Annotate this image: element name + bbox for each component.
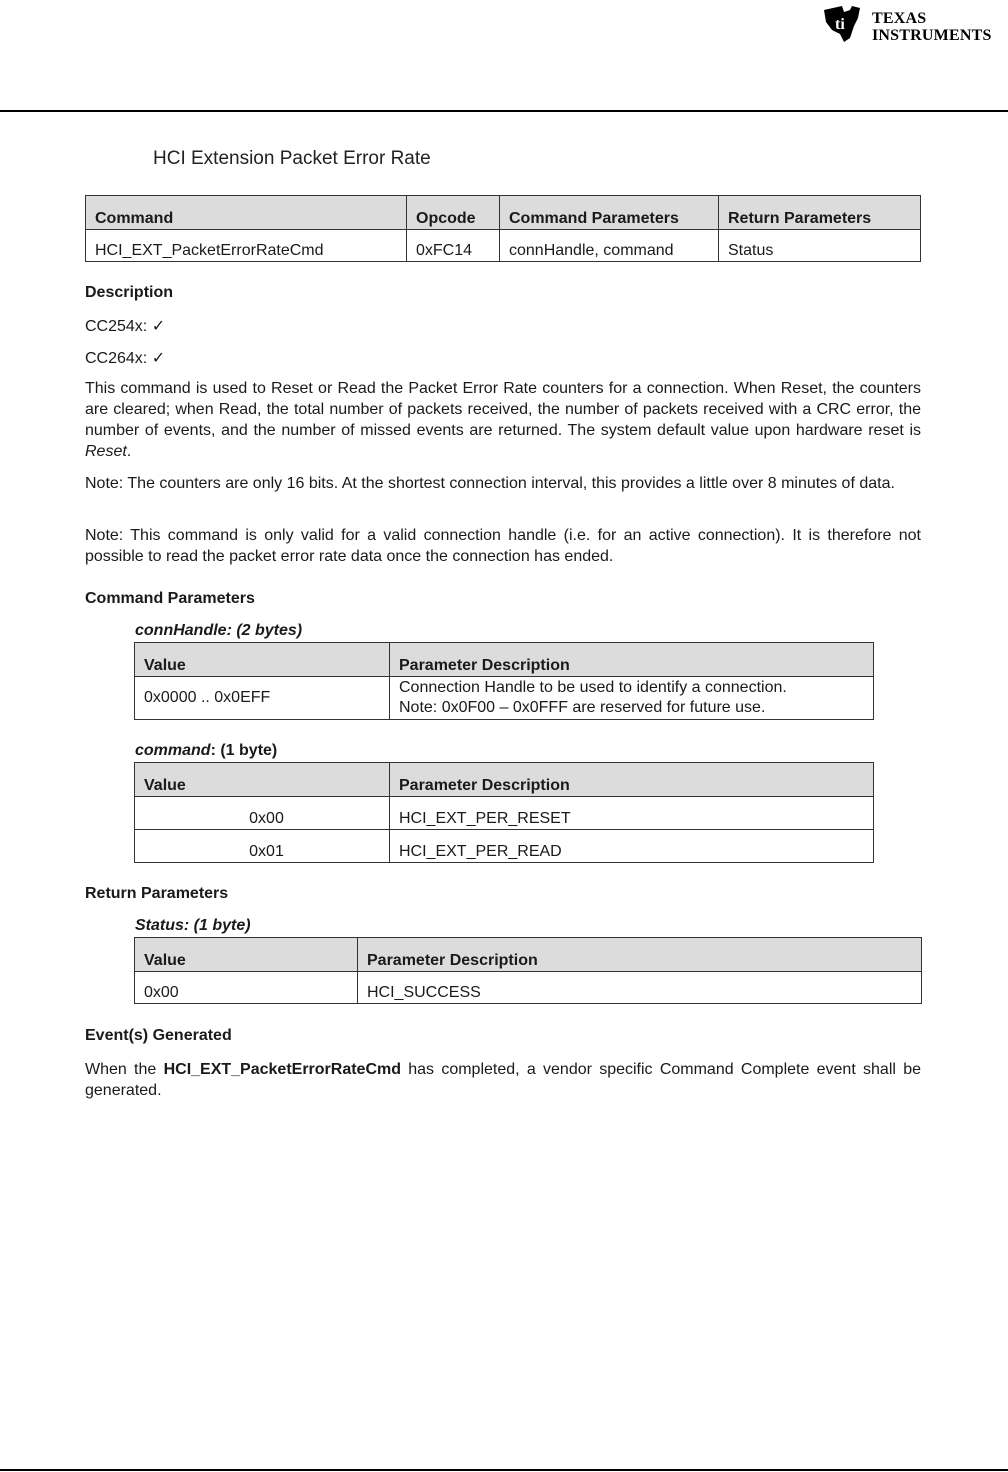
description-text: This command is used to Reset or Read the Packet Error Rate counters for a connection. When Reset, the counters are cleared; when Read, the total number of packets received, the number of packets received with a CRC error, the number of events, and the number of missed events are returned. The system default value upon hardware reset is — [85, 380, 921, 439]
connhandle-table — [134, 642, 874, 720]
events-paragraph — [85, 1059, 921, 1101]
section-title: HCI Extension Packet Error Rate — [153, 148, 431, 169]
table-header-row — [135, 763, 874, 797]
description-line-2: Note: 0x0F00 – 0x0FFF are reserved for future use. — [399, 699, 766, 716]
cell-command: HCI_EXT_PacketErrorRateCmd — [86, 230, 407, 262]
command-caption-name: command — [135, 742, 211, 759]
header-parameter-description: Parameter Description — [358, 938, 922, 972]
status-table — [134, 937, 922, 1004]
cell-description: HCI_SUCCESS — [358, 972, 922, 1004]
logo-line-2: INSTRUMENTS — [872, 27, 992, 44]
description-paragraph — [85, 378, 921, 462]
table-header-row — [86, 196, 921, 230]
command-table-values — [134, 762, 874, 863]
description-period: . — [126, 443, 132, 460]
ti-logo-text — [872, 10, 992, 44]
return-parameters-heading: Return Parameters — [85, 885, 229, 902]
note-counters: Note: The counters are only 16 bits. At the shortest connection interval, this provides a little over 8 minutes of data. — [85, 475, 895, 492]
command-table — [85, 195, 921, 262]
note-valid-handle: Note: This command is only valid for a valid connection handle (i.e. for an active connection). It is therefore not possible to read the packet error rate data once the connection has ended. — [85, 527, 921, 565]
header-command: Command — [86, 196, 407, 230]
header-rule — [0, 110, 1008, 112]
table-row — [135, 972, 922, 1004]
command-caption-size: : (1 byte) — [210, 742, 278, 759]
cell-value: 0x0000 .. 0x0EFF — [135, 677, 390, 720]
header-command-parameters: Command Parameters — [500, 196, 719, 230]
table-row — [135, 677, 874, 720]
cell-return-parameters: Status — [719, 230, 921, 262]
header-parameter-description: Parameter Description — [390, 763, 874, 797]
ti-state-logo-icon — [820, 4, 864, 44]
cell-description: HCI_EXT_PER_RESET — [390, 797, 874, 830]
description-heading: Description — [85, 284, 174, 301]
header-parameter-description: Parameter Description — [390, 643, 874, 677]
logo-line-1: TEXAS — [872, 10, 927, 27]
cell-value: 0x00 — [135, 797, 390, 830]
events-text-start: When the — [85, 1061, 164, 1078]
events-heading: Event(s) Generated — [85, 1027, 232, 1044]
table-header-row — [135, 938, 922, 972]
description-reset-emphasis: Reset — [85, 443, 127, 460]
header-return-parameters: Return Parameters — [719, 196, 921, 230]
footer-rule — [0, 1469, 1008, 1471]
svg-text:ti: ti — [835, 16, 845, 33]
cell-value: 0x01 — [135, 830, 390, 863]
table-header-row — [135, 643, 874, 677]
connhandle-caption: connHandle: (2 bytes) — [135, 622, 303, 639]
header-value: Value — [135, 763, 390, 797]
cell-description: HCI_EXT_PER_READ — [390, 830, 874, 863]
cell-opcode: 0xFC14 — [407, 230, 500, 262]
cell-value: 0x00 — [135, 972, 358, 1004]
table-row — [135, 830, 874, 863]
cell-command-parameters: connHandle, command — [500, 230, 719, 262]
cc254x-support: CC254x: ✓ — [85, 318, 166, 335]
header-value: Value — [135, 938, 358, 972]
table-row — [86, 230, 921, 262]
header-opcode: Opcode — [407, 196, 500, 230]
events-command-name: HCI_EXT_PacketErrorRateCmd — [163, 1061, 401, 1078]
cc264x-support: CC264x: ✓ — [85, 350, 166, 367]
status-caption: Status: (1 byte) — [135, 917, 251, 934]
description-line-1: Connection Handle to be used to identify a connection. — [399, 679, 787, 696]
header-value: Value — [135, 643, 390, 677]
command-parameters-heading: Command Parameters — [85, 590, 255, 607]
events-text-end: has completed, a vendor specific Command Complete event shall be generated. — [85, 1061, 922, 1099]
ti-logo — [820, 2, 1006, 48]
cell-description — [390, 677, 874, 720]
table-row — [135, 797, 874, 830]
command-caption — [135, 742, 277, 760]
